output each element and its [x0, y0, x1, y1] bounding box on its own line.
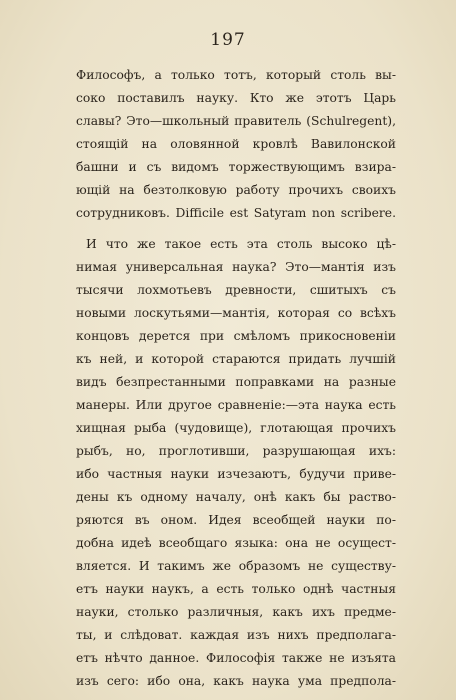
text-line: стоящій на оловянной кровлѣ Вавилонской	[76, 137, 396, 151]
text-line: науки, столько различныя, какъ ихъ предме-	[76, 605, 396, 619]
text-line: ющій на безтолковую работу прочихъ своихъ	[76, 183, 396, 197]
text-line: новыми лоскутьями—мантія, которая со всѣхъ	[76, 306, 396, 320]
text-line: концовъ дерется при смѣломъ прикосновеніи	[76, 329, 396, 343]
text-line: къ ней, и которой стараются придать лучшій	[76, 352, 396, 366]
text-line: хищная рыба (чудовище), глотающая прочихъ	[76, 421, 396, 435]
text-line: ряются въ оном. Идея всеобщей науки по-	[76, 513, 396, 527]
text-line: етъ науки наукъ, а есть только однѣ частныя	[76, 582, 396, 596]
paragraph-start-line: И что же такое есть эта столь высоко цѣ-	[86, 237, 396, 251]
text-line: славы? Это—школьный правитель (Schulregent),	[76, 114, 396, 128]
text-line: манеры. Или другое сравненіе:—эта наука есть	[76, 398, 396, 412]
text-line: нимая универсальная наука? Это—мантія изъ	[76, 260, 396, 274]
text-line: добна идеѣ всеобщаго языка: она не осущест-	[76, 536, 396, 550]
body-text	[76, 64, 396, 693]
text-line: видъ безпрестанными поправками на разные	[76, 375, 396, 389]
text-line: етъ нѣчто данное. Философія также не изъята	[76, 651, 396, 665]
text-line: сотрудниковъ. Difficile est Satyram non scribere.	[76, 206, 396, 220]
text-line: соко поставилъ науку. Кто же этотъ Царь	[76, 91, 396, 105]
text-line: дены къ одному началу, онѣ какъ бы раство-	[76, 490, 396, 504]
text-line: вляется. И такимъ же образомъ не существу-	[76, 559, 396, 573]
text-line: рыбъ, но, проглотивши, разрушающая ихъ:	[76, 444, 396, 458]
text-line: ты, и слѣдоват. каждая изъ нихъ предполага-	[76, 628, 396, 642]
text-line: изъ сего: ибо она, какъ наука ума предпола-	[76, 674, 396, 688]
text-line: башни и съ видомъ торжествующимъ взира-	[76, 160, 396, 174]
text-line: Философъ, а только тотъ, который столь вы-	[76, 68, 396, 82]
text-line: ибо частныя науки изчезаютъ, будучи приве-	[76, 467, 396, 481]
text-line: тысячи лохмотьевъ древности, сшитыхъ съ	[76, 283, 396, 297]
page-number: 197	[210, 30, 246, 50]
